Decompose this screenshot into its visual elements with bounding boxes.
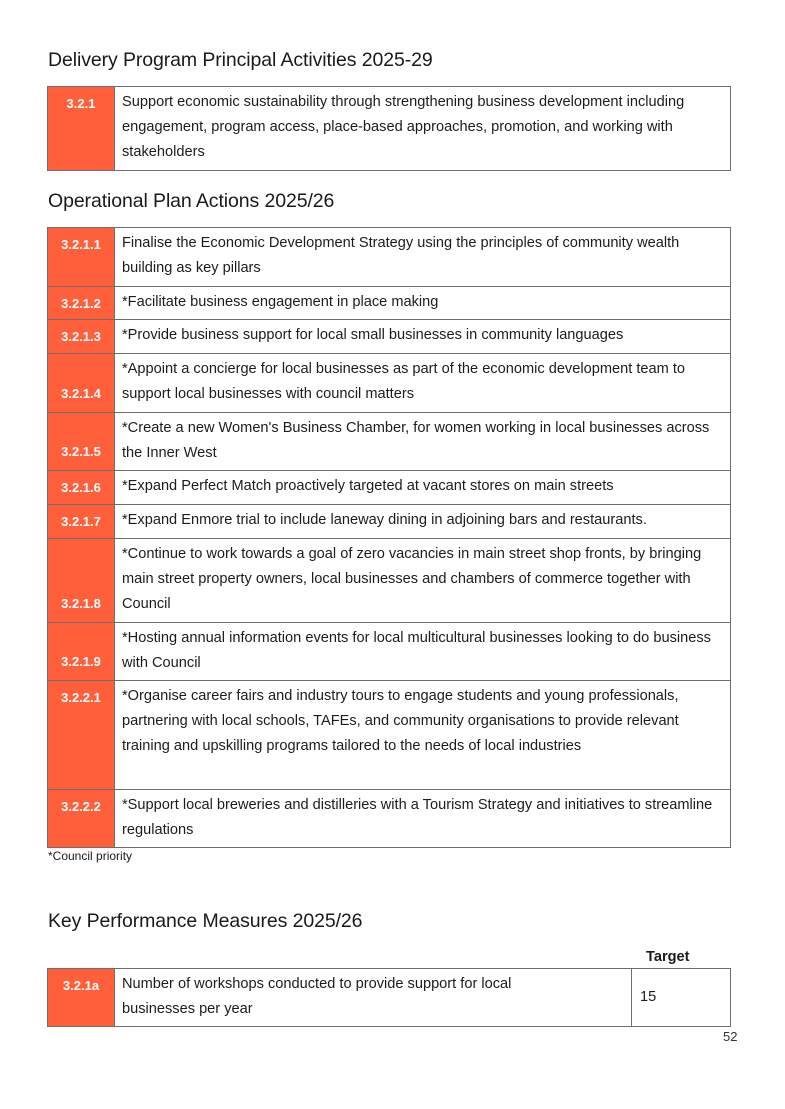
measure-text: Number of workshops conducted to provide support for local businesses per year <box>115 969 632 1027</box>
measure-code: 3.2.1a <box>48 969 115 1027</box>
table-row <box>48 320 731 354</box>
target-column-header: Target <box>646 949 690 965</box>
activity-code: 3.2.1 <box>48 87 115 171</box>
table-row <box>48 87 731 171</box>
action-text: *Appoint a concierge for local businesses as part of the economic development team to support local businesses with council matters <box>115 354 731 413</box>
operational-plan-heading: Operational Plan Actions 2025/26 <box>48 190 335 212</box>
action-text: *Organise career fairs and industry tours to engage students and young professionals, partnering with local schools, TAFEs, and community organisations to provide relevant training and upskilling programs tailored to the needs of local industries <box>115 681 731 790</box>
action-code: 3.2.1.5 <box>48 413 115 471</box>
action-code: 3.2.1.9 <box>48 623 115 681</box>
action-text: *Hosting annual information events for local multicultural businesses looking to do business with Council <box>115 623 731 681</box>
table-row <box>48 681 731 790</box>
kpm-table <box>47 968 731 1027</box>
page-number: 52 <box>723 1029 738 1044</box>
kpm-heading: Key Performance Measures 2025/26 <box>48 910 363 932</box>
table-row <box>48 413 731 471</box>
table-row <box>48 471 731 505</box>
action-code: 3.2.2.2 <box>48 790 115 848</box>
council-priority-footnote: *Council priority <box>48 849 133 863</box>
table-row <box>48 354 731 413</box>
activity-text: Support economic sustainability through strengthening business development including engagement, program access, place-based approaches, promotion, and working with stakeholders <box>115 87 731 171</box>
table-row <box>48 623 731 681</box>
action-code: 3.2.1.4 <box>48 354 115 413</box>
action-code: 3.2.1.7 <box>48 505 115 539</box>
action-text: *Facilitate business engagement in place making <box>115 287 731 320</box>
operational-plan-table <box>47 227 731 848</box>
action-text: *Create a new Women's Business Chamber, for women working in local businesses across the Inner West <box>115 413 731 471</box>
action-code: 3.2.1.6 <box>48 471 115 505</box>
action-text: *Provide business support for local small businesses in community languages <box>115 320 731 354</box>
action-text: *Expand Perfect Match proactively targeted at vacant stores on main streets <box>115 471 731 505</box>
table-row <box>48 790 731 848</box>
action-text: Finalise the Economic Development Strategy using the principles of community wealth building as key pillars <box>115 228 731 287</box>
delivery-program-heading: Delivery Program Principal Activities 2025-29 <box>48 49 433 71</box>
action-code: 3.2.1.2 <box>48 287 115 320</box>
action-code: 3.2.1.8 <box>48 539 115 623</box>
action-text: *Expand Enmore trial to include laneway dining in adjoining bars and restaurants. <box>115 505 731 539</box>
table-row <box>48 505 731 539</box>
table-row <box>48 287 731 320</box>
action-code: 3.2.2.1 <box>48 681 115 790</box>
table-row <box>48 539 731 623</box>
action-text: *Continue to work towards a goal of zero vacancies in main street shop fronts, by bringing main street property owners, local businesses and chambers of commerce together with Council <box>115 539 731 623</box>
table-row <box>48 969 731 1027</box>
action-code: 3.2.1.1 <box>48 228 115 287</box>
table-row <box>48 228 731 287</box>
delivery-program-table <box>47 86 731 171</box>
measure-target: 15 <box>632 969 731 1027</box>
action-text: *Support local breweries and distilleries with a Tourism Strategy and initiatives to streamline regulations <box>115 790 731 848</box>
action-code: 3.2.1.3 <box>48 320 115 354</box>
